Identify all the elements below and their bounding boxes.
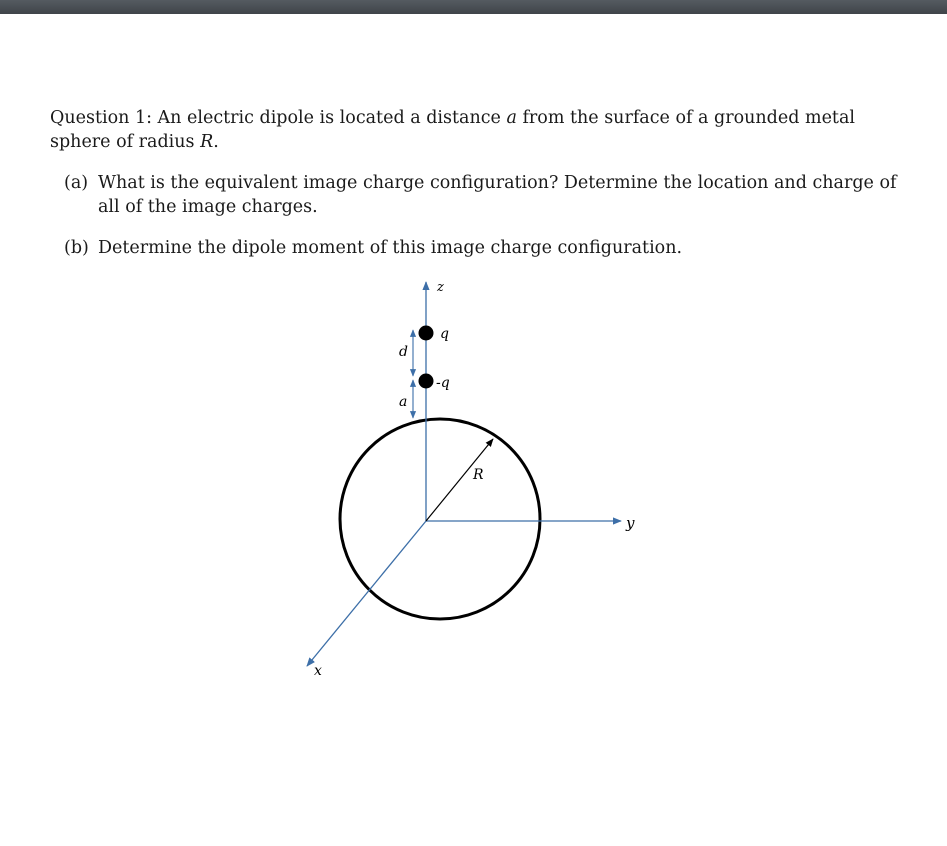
label-d: d [399,344,408,360]
label-neg-q: -q [436,375,450,391]
question-middle: from the surface of a grounded metal sphere of radius [50,108,855,152]
label-y: y [626,514,635,532]
question-var-R: R [200,132,214,152]
x-axis [307,521,426,666]
question-suffix: . [213,132,219,152]
part-a-text: What is the equivalent image charge configuration? Determine the location and charge of all of the image charges. [98,173,897,217]
label-R: R [473,467,484,483]
label-z: z [437,280,444,295]
charge-positive [419,326,434,341]
label-q: q [440,326,449,342]
question-var-a: a [506,108,517,128]
charge-negative [419,374,434,389]
label-a: a [399,394,408,410]
part-b-label: (b) [64,238,89,258]
part-a-label: (a) [64,173,89,193]
label-x: x [314,663,322,679]
question-prefix: Question 1: An electric dipole is located a distance [50,108,507,128]
part-b-text: Determine the dipole moment of this image charge configuration. [98,238,683,258]
